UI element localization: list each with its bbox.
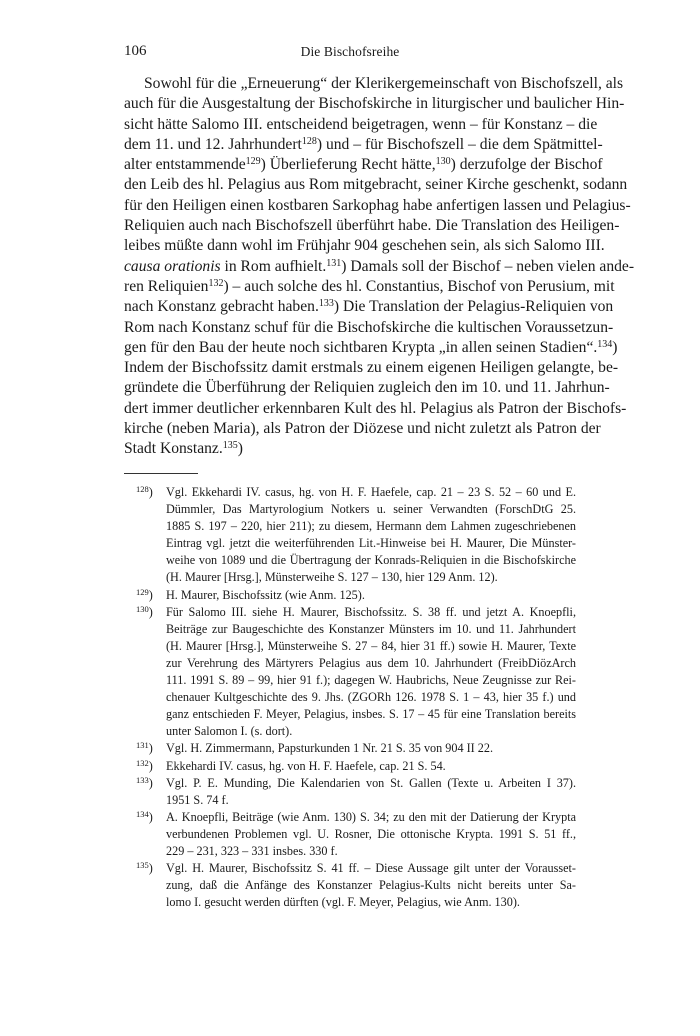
footnote-number: $^{128}$) xyxy=(136,484,153,499)
footnote-ref: 135 xyxy=(222,440,238,452)
footnote-number: $^{135}$) xyxy=(136,860,153,876)
body-line: dem 11. und 12. Jahrhundert$^{128}$) und – für Bischofszell – die dem Spätmittel- xyxy=(124,135,603,153)
footnote-line: zur Verehrung des Märtyrers Pelagius aus dem 10. Jahrhundert (FreibDiözArch xyxy=(166,655,576,670)
footnote-line: 111. 1991 S. 89 – 99, hier 91 f.); dagegen W. Haubrichs, Neue Zeugnisse zur Rei- xyxy=(166,673,576,688)
footnote-ref: 133 xyxy=(318,298,334,310)
footnote-line: ganz entschieden F. Meyer, Pelagius, insbes. S. 17 – 45 für eine Translation bereits xyxy=(166,707,576,722)
footnote xyxy=(124,484,576,587)
footnote xyxy=(124,860,576,911)
body-line: gen für den Bau der heute noch sichtbaren Krypta „in allen seinen Stadien“.$^{134}$) xyxy=(124,338,618,356)
footnote-ref: 130 xyxy=(435,156,451,168)
footnote-line: zung, daß die Anfänge des Konstanzer Pelagius-Kults nicht bereits unter Sa- xyxy=(166,878,576,893)
body-line: dert immer deutlicher erkennbaren Kult des hl. Pelagius als Patron der Bischofs- xyxy=(124,399,627,417)
footnote-separator xyxy=(124,473,198,474)
body-line: kirche (neben Maria), als Patron der Diözese und nicht zuletzt als Patron der xyxy=(124,420,601,438)
body-line: gründete die Überführung der Reliquien zugleich den im 10. und 11. Jahrhun- xyxy=(124,379,610,397)
footnote xyxy=(124,740,576,757)
footnote-line: 1951 S. 74 f. xyxy=(166,792,229,807)
footnote xyxy=(124,758,576,775)
footnote-line: (H. Maurer [Hrsg.], Münsterweihe S. 27 – 84, hier 31 ff.) sowie H. Maurer, Texte xyxy=(166,638,576,653)
body-line: Indem der Bischofssitz damit erstmals zu einem eigenen Heiligen gelangte, be- xyxy=(124,359,619,377)
footnote xyxy=(124,775,576,809)
footnote-number: $^{131}$) xyxy=(136,740,153,756)
footnote-line: Ekkehardi IV. casus, hg. von H. F. Haefele, cap. 21 S. 54. xyxy=(166,758,446,773)
footnote-line: H. Maurer, Bischofssitz (wie Anm. 125). xyxy=(166,587,365,602)
footnote-number: $^{132}$) xyxy=(136,757,153,773)
footnote-line: Dümmler, Das Martyrologium Notkers u. seiner Verwandten (ForschDtG 25. xyxy=(166,502,576,517)
footnote-line: unter Salomon I. (s. dort). xyxy=(166,724,293,739)
body-line: Reliquien auch nach Bischofszell überführt habe. Die Translation des Heiligen- xyxy=(124,217,620,235)
footnote-number: $^{129}$) xyxy=(136,586,153,602)
body-line: auch für die Ausgestaltung der Bischofskirche in liturgischer und baulicher Hin- xyxy=(124,95,625,113)
body-line: Stadt Konstanz.$^{135}$) xyxy=(124,440,243,458)
body-line: den Leib des hl. Pelagius aus Rom mitgebracht, seiner Kirche geschenkt, sodann xyxy=(124,176,628,194)
page-header xyxy=(124,43,576,65)
body-line: alter entstammende$^{129}$) Überlieferung Recht hätte,$^{130}$) derzufolge der Bischof xyxy=(124,156,603,174)
body-line: causa orationis in Rom aufhielt.$^{131}$) Damals soll der Bischof – neben vielen ande- xyxy=(124,257,635,275)
footnote xyxy=(124,604,576,741)
footnote-line: Vgl. P. E. Munding, Die Kalendarien von St. Gallen (Texte u. Arbeiten I 37). xyxy=(166,775,576,790)
running-title: Die Bischofsreihe xyxy=(300,44,400,59)
footnote-line: verbundenen Problemen vgl. U. Rosner, Die ottonische Krypta. 1991 S. 51 ff., xyxy=(166,826,576,841)
body-line: leibes müßte dann wohl im Frühjahr 904 geschehen sein, als sich Salomo III. xyxy=(124,237,605,255)
body-line: ren Reliquien$^{132}$) – auch solche des hl. Constantius, Bischof von Perusium, mit xyxy=(124,277,615,295)
footnote-line: Eintrag vgl. jetzt die weiterführenden Lit.-Hinweise bei H. Maurer, Die Münster- xyxy=(166,536,576,551)
body-line: Sowohl für die „Erneuerung“ der Klerikergemeinschaft von Bischofszell, als xyxy=(144,75,624,92)
footnote-line: lomo I. gesucht werden dürften (vgl. F. Meyer, Pelagius, wie Anm. 130). xyxy=(166,895,520,910)
footnote-number: $^{133}$) xyxy=(136,774,153,790)
body-line: für den Heiligen einen kostbaren Sarkophag habe anfertigen lassen und Pelagius- xyxy=(124,196,631,214)
footnote-line: Vgl. Ekkehardi IV. casus, hg. von H. F. Haefele, cap. 21 – 23 S. 52 – 60 und E. xyxy=(166,485,576,499)
footnote-ref: 134 xyxy=(597,338,613,350)
footnote xyxy=(124,809,576,860)
footnote-number: $^{130}$) xyxy=(136,603,153,619)
footnote-line: Vgl. H. Maurer, Bischofssitz S. 41 ff. – Diese Aussage gilt unter der Vorausset- xyxy=(166,861,576,876)
footnote-line: Für Salomo III. siehe H. Maurer, Bischofssitz. S. 38 ff. und jetzt A. Knoepfli, xyxy=(166,604,576,619)
footnote-line: weihe von 1089 und die Übertragung der Konrads-Reliquien in die Bischofskirche xyxy=(166,553,576,568)
page-number: 106 xyxy=(124,43,147,59)
footnote-line: chenauer Kultgeschichte des 9. Jhs. (ZGORh 126. 1978 S. 1 – 43, hier 35 f.) und xyxy=(166,690,576,705)
body-text xyxy=(124,74,635,460)
footnote-ref: 132 xyxy=(208,277,224,289)
footnote-number: $^{134}$) xyxy=(136,808,153,824)
footnote-ref: 128 xyxy=(301,135,317,147)
footnote-ref: 131 xyxy=(326,257,342,269)
footnote-line: (H. Maurer [Hrsg.], Münsterweihe S. 127 – 130, hier 129 Anm. 12). xyxy=(166,570,498,585)
body-line: sicht hätte Salomo III. entscheidend beigetragen, wenn – für Konstanz – die xyxy=(124,115,598,133)
footnote-line: Vgl. H. Zimmermann, Papsturkunden 1 Nr. 21 S. 35 von 904 II 22. xyxy=(166,741,494,756)
footnote-line: Beiträge zur Baugeschichte des Konstanzer Münsters im 10. und 11. Jahrhundert xyxy=(166,621,576,636)
footnote-ref: 129 xyxy=(245,156,261,168)
footnote xyxy=(124,587,576,604)
body-line: Rom nach Konstanz schuf für die Bischofskirche die kultischen Voraussetzun- xyxy=(124,318,614,336)
footnotes xyxy=(124,484,576,911)
footnote-line: 1885 S. 197 – 220, hier 211); zu diesem, Hermann dem Lahmen zugeschriebenen xyxy=(166,519,576,534)
footnote-line: A. Knoepfli, Beiträge (wie Anm. 130) S. 34; zu den mit der Datierung der Krypta xyxy=(166,809,576,824)
footnote-line: 229 – 231, 323 – 331 insbes. 330 f. xyxy=(166,843,338,858)
body-line: nach Konstanz gebracht haben.$^{133}$) Die Translation der Pelagius-Reliquien von xyxy=(124,298,614,316)
